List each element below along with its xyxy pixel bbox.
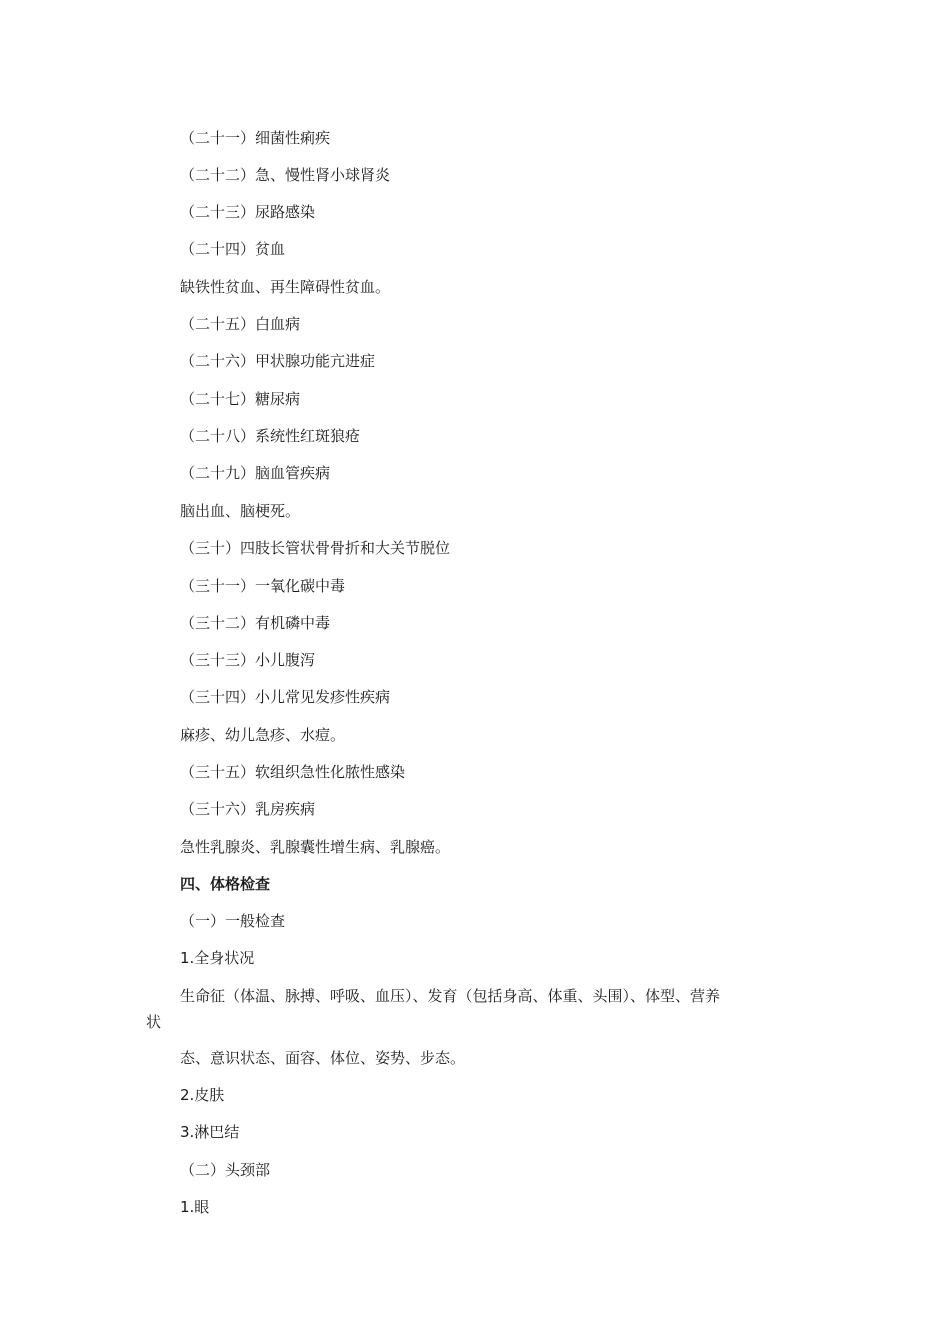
text-line: （三十四）小儿常见发疹性疾病 (180, 688, 391, 706)
text-line: （二十六）甲状腺功能亢进症 (180, 352, 376, 370)
text-line: （二十七）糖尿病 (180, 390, 301, 408)
text-line: 脑出血、脑梗死。 (180, 502, 301, 520)
text-line: （二十三）尿路感染 (180, 203, 316, 221)
text-line: （三十六）乳房疾病 (180, 800, 316, 818)
text-line: （二）头颈部 (180, 1161, 271, 1179)
text-line: （二十九）脑血管疾病 (180, 464, 331, 482)
text-line: （二十二）急、慢性肾小球肾炎 (180, 166, 391, 184)
text-line: 1.全身状况 (180, 949, 255, 967)
text-line: （一）一般检查 (180, 912, 286, 930)
text-line: （三十三）小儿腹泻 (180, 651, 316, 669)
text-line: 麻疹、幼儿急疹、水痘。 (180, 726, 346, 744)
text-line: 1.眼 (180, 1198, 210, 1216)
text-line: 3.淋巴结 (180, 1123, 240, 1141)
text-line: （三十）四肢长管状骨骨折和大关节脱位 (180, 539, 451, 557)
text-line: 2.皮肤 (180, 1086, 225, 1104)
text-line: （二十五）白血病 (180, 315, 301, 333)
text-line: （三十五）软组织急性化脓性感染 (180, 763, 406, 781)
section-heading: 四、体格检查 (180, 875, 271, 893)
text-line: 状 (146, 1013, 162, 1031)
text-line: 缺铁性贫血、再生障碍性贫血。 (180, 278, 391, 296)
text-line: 生命征（体温、脉搏、呼吸、血压）、发育（包括身高、体重、头围）、体型、营养 (180, 987, 721, 1005)
text-line: （三十二）有机磷中毒 (180, 614, 331, 632)
text-line: 态、意识状态、面容、体位、姿势、步态。 (180, 1049, 466, 1067)
text-line: （二十八）系统性红斑狼疮 (180, 427, 361, 445)
text-line: （三十一）一氧化碳中毒 (180, 577, 346, 595)
text-line: （二十一）细菌性痢疾 (180, 129, 331, 147)
text-line: 急性乳腺炎、乳腺囊性增生病、乳腺癌。 (180, 838, 451, 856)
text-line: （二十四）贫血 (180, 240, 286, 258)
